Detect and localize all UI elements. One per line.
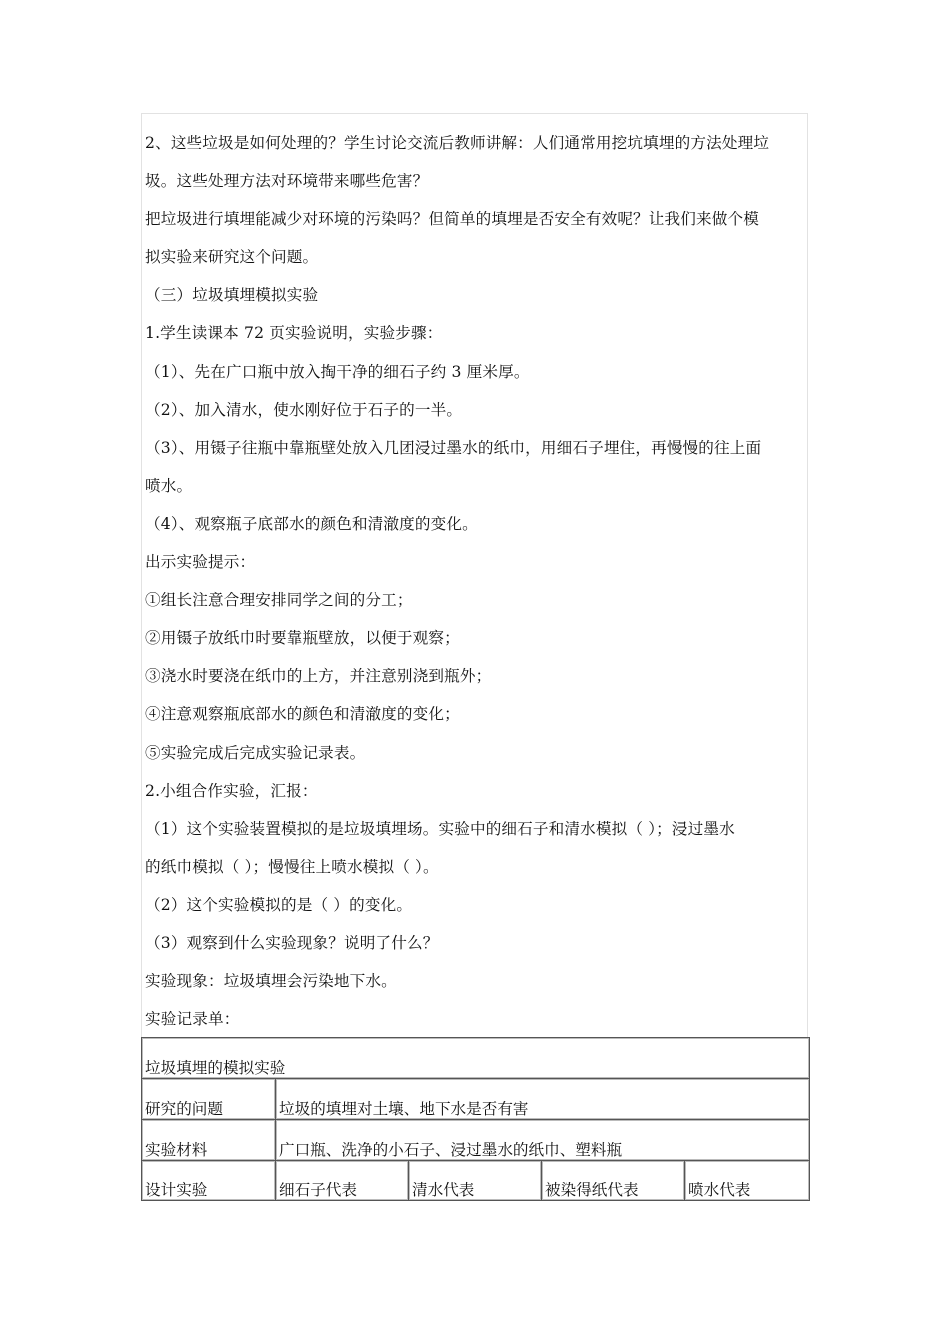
table-row [142, 1161, 810, 1201]
table-title: 垃圾填埋的模拟实验 [142, 1038, 810, 1079]
table-title-row [142, 1038, 810, 1079]
paragraph-line: 把垃圾进行填埋能减少对环境的污染吗？但简单的填埋是否安全有效呢？让我们来做个模 [145, 210, 760, 229]
row-label: 设计实验 [142, 1161, 276, 1201]
question-item: （2）这个实验模拟的是（ ）的变化。 [145, 895, 413, 914]
paragraph-line: 拟实验来研究这个问题。 [145, 248, 319, 267]
design-cell: 清水代表 [409, 1161, 542, 1201]
question-item: （3）观察到什么实验现象？说明了什么？ [145, 933, 439, 952]
design-cell: 细石子代表 [276, 1161, 409, 1201]
step-item: （4）、观察瓶子底部水的颜色和清澈度的变化。 [145, 514, 478, 533]
row-label: 研究的问题 [142, 1079, 276, 1120]
step-item: 喷水。 [145, 476, 193, 495]
paragraph-line: 2.小组合作实验，汇报： [145, 781, 318, 800]
table-row [142, 1079, 810, 1120]
row-label: 实验材料 [142, 1120, 276, 1161]
experiment-record-table [141, 1037, 810, 1201]
paragraph-line: 圾。这些处理方法对环境带来哪些危害？ [145, 172, 429, 191]
tip-item: ⑤实验完成后完成实验记录表。 [145, 743, 366, 762]
row-value: 广口瓶、洗净的小石子、浸过墨水的纸巾、塑料瓶 [276, 1120, 810, 1161]
section-heading: （三）垃圾填埋模拟实验 [145, 286, 319, 305]
paragraph-line: 实验现象：垃圾填埋会污染地下水。 [145, 972, 397, 991]
table-row [142, 1120, 810, 1161]
paragraph-line: 1.学生读课本 72 页实验说明，实验步骤： [145, 324, 443, 343]
question-item: （1）这个实验装置模拟的是垃圾填埋场。实验中的细石子和清水模拟（ ）；浸过墨水 [145, 819, 735, 838]
paragraph-line: 出示实验提示： [145, 553, 256, 572]
tip-item: ①组长注意合理安排同学之间的分工； [145, 591, 413, 610]
design-cell: 喷水代表 [685, 1161, 810, 1201]
tip-item: ④注意观察瓶底部水的颜色和清澈度的变化； [145, 705, 460, 724]
step-item: （3）、用镊子往瓶中靠瓶壁处放入几团浸过墨水的纸巾，用细石子埋住，再慢慢的往上面 [145, 438, 762, 457]
document-body [145, 124, 807, 1038]
step-item: （1）、先在广口瓶中放入掏干净的细石子约 3 厘米厚。 [145, 362, 530, 381]
paragraph-line: 2、这些垃圾是如何处理的？学生讨论交流后教师讲解：人们通常用挖坑填埋的方法处理垃 [145, 134, 770, 152]
paragraph-line: 实验记录单： [145, 1010, 240, 1029]
step-item: （2）、加入清水，使水刚好位于石子的一半。 [145, 400, 463, 419]
design-cell: 被染得纸代表 [542, 1161, 685, 1201]
tip-item: ②用镊子放纸巾时要靠瓶壁放，以便于观察； [145, 629, 460, 648]
tip-item: ③浇水时要浇在纸巾的上方，并注意别浇到瓶外； [145, 667, 492, 686]
row-value: 垃圾的填埋对土壤、地下水是否有害 [276, 1079, 810, 1120]
question-item: 的纸巾模拟（ ）；慢慢往上喷水模拟（ ）。 [145, 857, 439, 876]
